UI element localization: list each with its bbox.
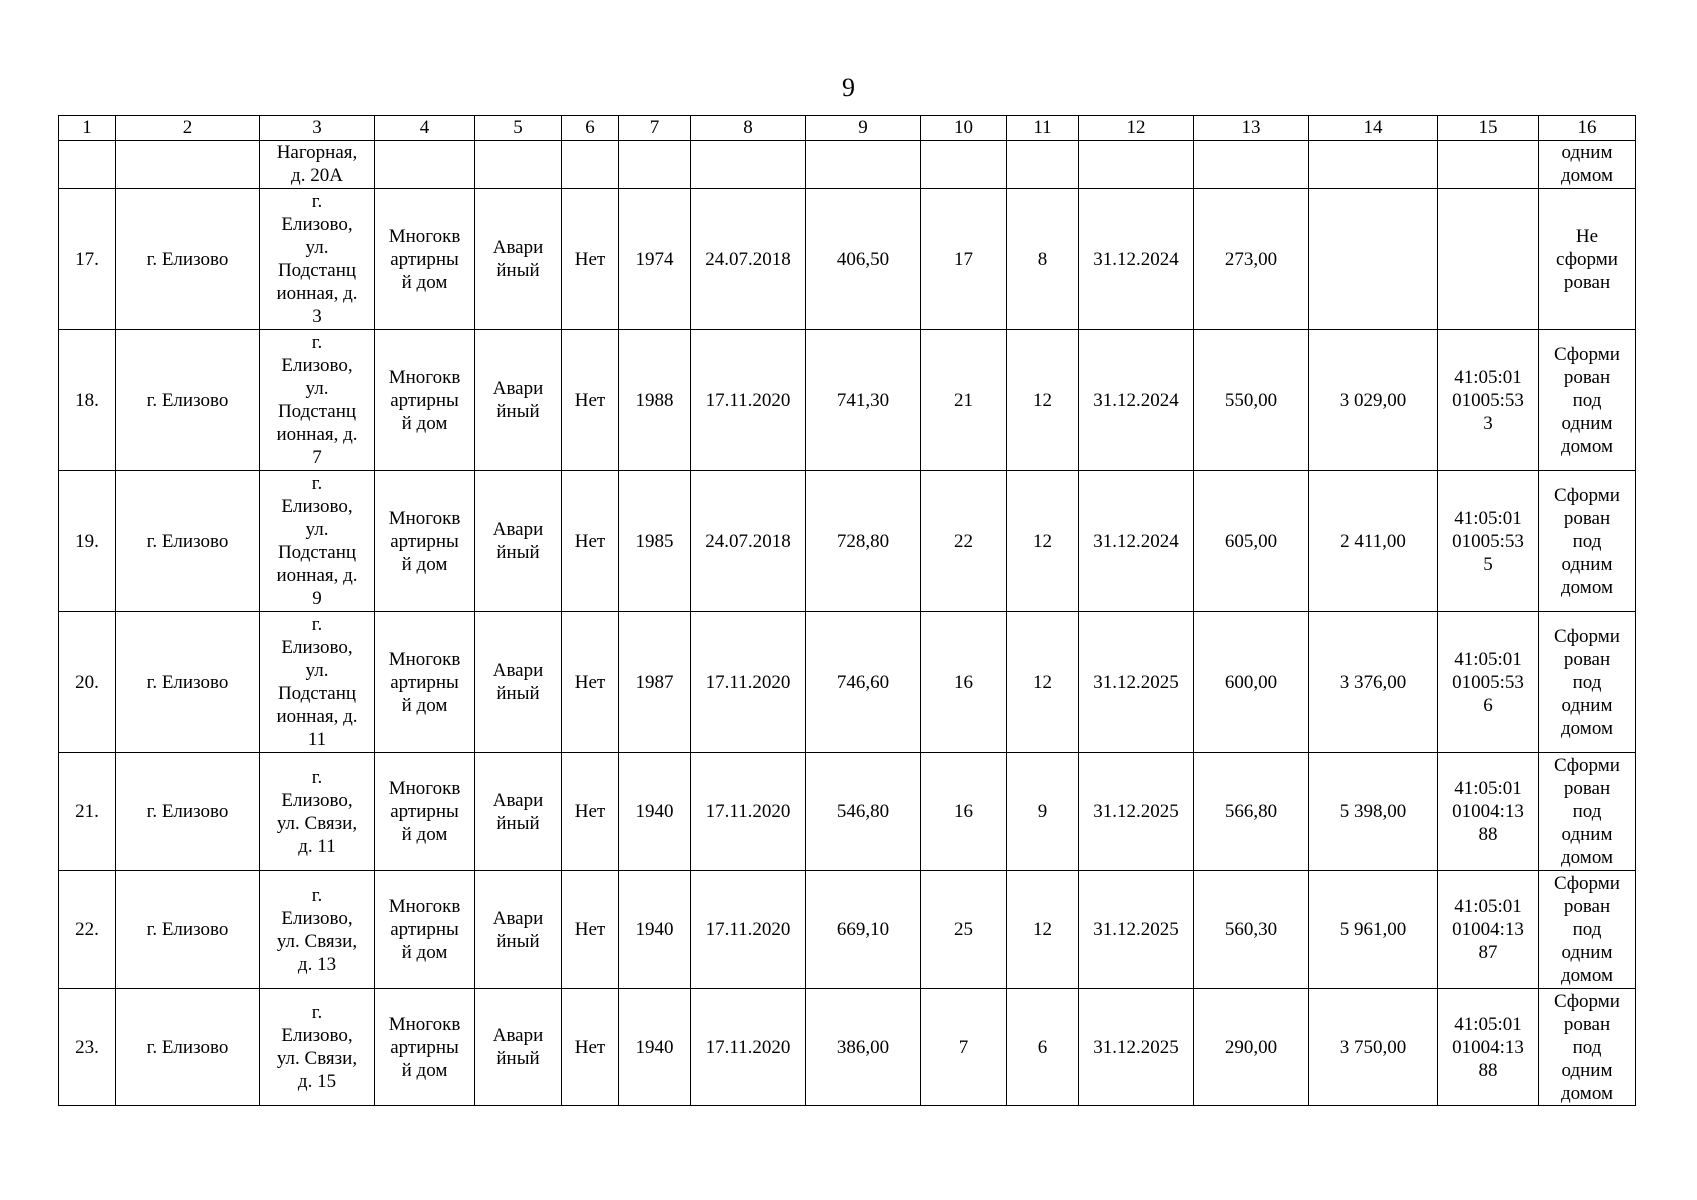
table-cell: 560,30 [1194,871,1309,989]
table-cell [116,141,260,189]
deadline-cell: 31.12.2025 [1079,753,1194,871]
cadastral-number-cell: 41:05:01 01005:53 5 [1438,471,1539,612]
locality-cell: г. Елизово [116,330,260,471]
flag-cell: Нет [562,989,619,1106]
table-cell: 8 [1007,189,1079,330]
deadline-cell: 31.12.2025 [1079,989,1194,1106]
column-header: 12 [1079,116,1194,141]
table-cell: 2 411,00 [1309,471,1438,612]
table-cell [1309,189,1438,330]
area-cell: 406,50 [806,189,921,330]
table-cell: 3 029,00 [1309,330,1438,471]
status-cell: Сформи рован под одним домом [1539,471,1636,612]
address-cell: г. Елизово, ул. Связи, д. 15 [260,989,375,1106]
locality-cell: г. Елизово [116,612,260,753]
table-row [59,871,1636,989]
flag-cell: Нет [562,471,619,612]
year-cell: 1940 [619,989,691,1106]
table-cell: 9 [1007,753,1079,871]
condition-cell: Авари йный [475,330,562,471]
area-cell: 546,80 [806,753,921,871]
locality-cell: г. Елизово [116,989,260,1106]
table-cell [475,141,562,189]
status-cell: Сформи рован под одним домом [1539,989,1636,1106]
table-cell: 290,00 [1194,989,1309,1106]
table-cell: 550,00 [1194,330,1309,471]
table-cell: 273,00 [1194,189,1309,330]
status-cell: Сформи рован под одним домом [1539,871,1636,989]
building-type-cell: Многокв артирны й дом [375,753,475,871]
address-cell: г. Елизово, ул. Связи, д. 13 [260,871,375,989]
locality-cell: г. Елизово [116,471,260,612]
row-number-cell: 22. [59,871,116,989]
table-row [59,189,1636,330]
row-number-cell: 23. [59,989,116,1106]
column-header: 8 [691,116,806,141]
flag-cell: Нет [562,871,619,989]
condition-cell: Авари йный [475,471,562,612]
address-cell: г. Елизово, ул. Подстанц ионная, д. 9 [260,471,375,612]
table-cell: 5 398,00 [1309,753,1438,871]
condition-cell: Авари йный [475,989,562,1106]
year-cell: 1988 [619,330,691,471]
table-cell: 16 [921,612,1007,753]
continuation-row [59,141,1636,189]
condition-cell: Авари йный [475,612,562,753]
table-cell: 17 [921,189,1007,330]
table-cell: 600,00 [1194,612,1309,753]
date-cell: 24.07.2018 [691,189,806,330]
table-cell: 12 [1007,612,1079,753]
condition-cell: Авари йный [475,753,562,871]
table-cell: 605,00 [1194,471,1309,612]
column-header: 1 [59,116,116,141]
table-cell: 3 750,00 [1309,989,1438,1106]
table-cell: 5 961,00 [1309,871,1438,989]
table-cell: 21 [921,330,1007,471]
locality-cell: г. Елизово [116,753,260,871]
area-cell: 728,80 [806,471,921,612]
table-row [59,330,1636,471]
table-cell: 22 [921,471,1007,612]
table-cell [59,141,116,189]
address-cell: г. Елизово, ул. Связи, д. 11 [260,753,375,871]
housing-registry-table [58,115,1636,1106]
column-header: 15 [1438,116,1539,141]
column-header: 10 [921,116,1007,141]
building-type-cell: Многокв артирны й дом [375,189,475,330]
table-cell [1007,141,1079,189]
column-header: 16 [1539,116,1636,141]
date-cell: 17.11.2020 [691,612,806,753]
deadline-cell: 31.12.2025 [1079,612,1194,753]
table-cell: 3 376,00 [1309,612,1438,753]
column-header: 4 [375,116,475,141]
cadastral-number-cell [1438,189,1539,330]
table-cell [1194,141,1309,189]
table-cell [1438,141,1539,189]
area-cell: 386,00 [806,989,921,1106]
deadline-cell: 31.12.2025 [1079,871,1194,989]
deadline-cell: 31.12.2024 [1079,189,1194,330]
column-header: 11 [1007,116,1079,141]
header-row [59,116,1636,141]
address-cell: г. Елизово, ул. Подстанц ионная, д. 3 [260,189,375,330]
table-cell [619,141,691,189]
table-cell: 12 [1007,871,1079,989]
column-header: 5 [475,116,562,141]
locality-cell: г. Елизово [116,189,260,330]
cadastral-number-cell: 41:05:01 01005:53 6 [1438,612,1539,753]
building-type-cell: Многокв артирны й дом [375,612,475,753]
table-row [59,612,1636,753]
flag-cell: Нет [562,612,619,753]
cadastral-number-cell: 41:05:01 01004:13 88 [1438,989,1539,1106]
year-cell: 1974 [619,189,691,330]
column-header: 6 [562,116,619,141]
year-cell: 1985 [619,471,691,612]
table-cell: 6 [1007,989,1079,1106]
page-number: 9 [842,73,855,102]
table-cell [562,141,619,189]
status-cell: Сформи рован под одним домом [1539,330,1636,471]
area-cell: 746,60 [806,612,921,753]
table-row [59,989,1636,1106]
column-header: 14 [1309,116,1438,141]
table-cell: 12 [1007,330,1079,471]
address-cell: Нагорная, д. 20А [260,141,375,189]
status-cell: Сформи рован под одним домом [1539,612,1636,753]
column-header: 7 [619,116,691,141]
deadline-cell: 31.12.2024 [1079,471,1194,612]
building-type-cell: Многокв артирны й дом [375,871,475,989]
date-cell: 17.11.2020 [691,330,806,471]
date-cell: 17.11.2020 [691,989,806,1106]
cadastral-number-cell: 41:05:01 01004:13 87 [1438,871,1539,989]
date-cell: 17.11.2020 [691,753,806,871]
area-cell: 741,30 [806,330,921,471]
table-cell [691,141,806,189]
date-cell: 17.11.2020 [691,871,806,989]
locality-cell: г. Елизово [116,871,260,989]
row-number-cell: 21. [59,753,116,871]
condition-cell: Авари йный [475,189,562,330]
row-number-cell: 17. [59,189,116,330]
table-cell [806,141,921,189]
year-cell: 1987 [619,612,691,753]
row-number-cell: 20. [59,612,116,753]
flag-cell: Нет [562,753,619,871]
condition-cell: Авари йный [475,871,562,989]
building-type-cell: Многокв артирны й дом [375,330,475,471]
table-cell: 16 [921,753,1007,871]
status-cell: одним домом [1539,141,1636,189]
table-cell: 25 [921,871,1007,989]
row-number-cell: 18. [59,330,116,471]
flag-cell: Нет [562,330,619,471]
address-cell: г. Елизово, ул. Подстанц ионная, д. 7 [260,330,375,471]
building-type-cell: Многокв артирны й дом [375,471,475,612]
address-cell: г. Елизово, ул. Подстанц ионная, д. 11 [260,612,375,753]
column-header: 2 [116,116,260,141]
cadastral-number-cell: 41:05:01 01004:13 88 [1438,753,1539,871]
year-cell: 1940 [619,871,691,989]
area-cell: 669,10 [806,871,921,989]
cadastral-number-cell: 41:05:01 01005:53 3 [1438,330,1539,471]
table-cell [1079,141,1194,189]
column-header: 13 [1194,116,1309,141]
building-type-cell: Многокв артирны й дом [375,989,475,1106]
flag-cell: Нет [562,189,619,330]
row-number-cell: 19. [59,471,116,612]
table-row [59,753,1636,871]
status-cell: Не сформи рован [1539,189,1636,330]
deadline-cell: 31.12.2024 [1079,330,1194,471]
table-cell: 566,80 [1194,753,1309,871]
table-cell: 7 [921,989,1007,1106]
table-cell: 12 [1007,471,1079,612]
column-header: 3 [260,116,375,141]
table-cell [1309,141,1438,189]
year-cell: 1940 [619,753,691,871]
table-cell [921,141,1007,189]
column-header: 9 [806,116,921,141]
date-cell: 24.07.2018 [691,471,806,612]
status-cell: Сформи рован под одним домом [1539,753,1636,871]
table-row [59,471,1636,612]
table-cell [375,141,475,189]
